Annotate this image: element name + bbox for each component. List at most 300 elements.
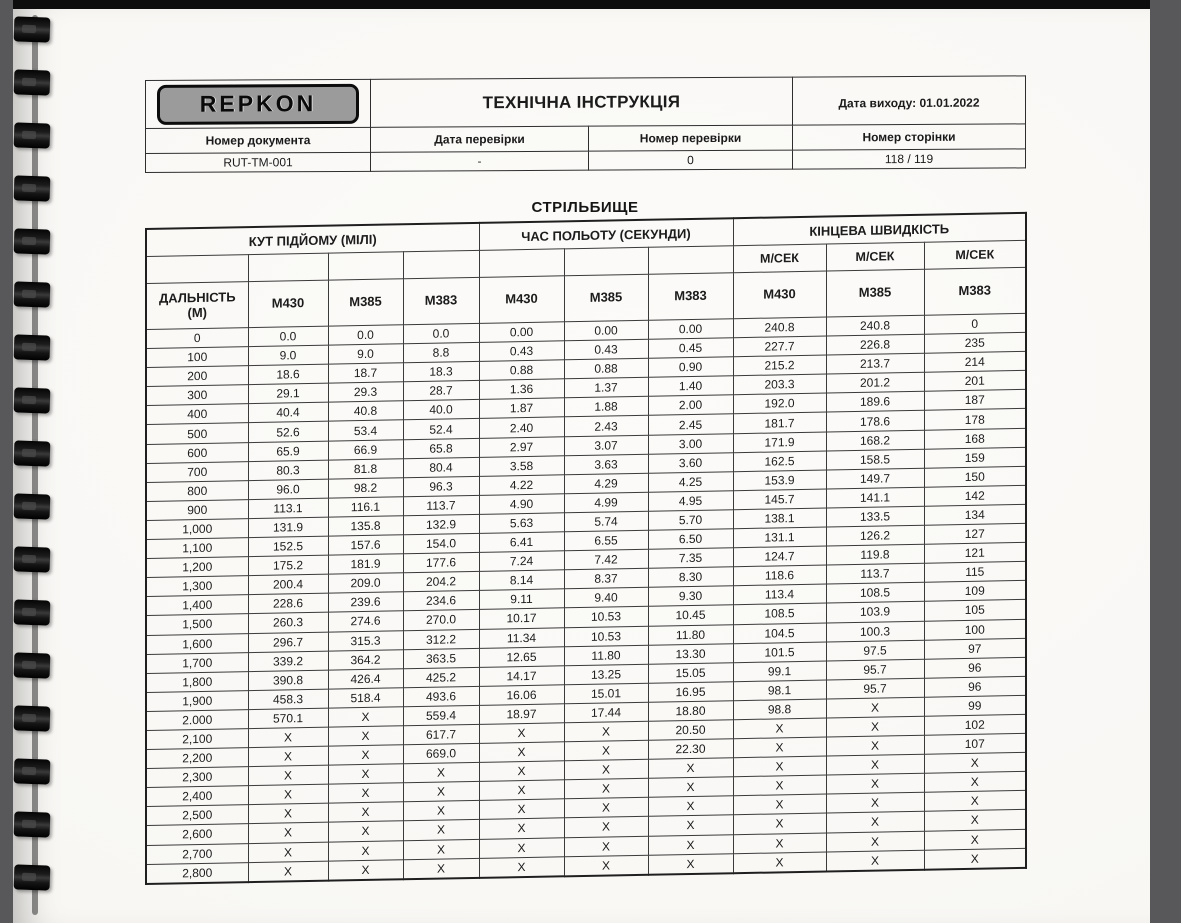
- value-cell: X: [826, 831, 924, 852]
- binding-coil: [14, 16, 51, 42]
- value-cell: 12.65: [479, 646, 564, 667]
- value-cell: 101.5: [733, 642, 826, 663]
- value-cell: X: [648, 777, 733, 798]
- value-cell: 209.0: [328, 573, 403, 593]
- value-cell: X: [733, 813, 826, 834]
- value-cell: 80.4: [403, 457, 479, 477]
- binding-spine: [32, 15, 38, 915]
- value-cell: 95.7: [826, 678, 924, 699]
- value-cell: 1.88: [564, 397, 648, 418]
- unit-spacer-cell: [146, 255, 248, 284]
- value-cell: 29.3: [328, 382, 403, 402]
- binding-coil: [14, 334, 51, 360]
- value-cell: 97: [924, 638, 1026, 659]
- value-cell: 2.40: [479, 417, 564, 438]
- value-cell: 201.2: [826, 373, 924, 394]
- value-cell: 0.90: [648, 357, 733, 378]
- unit-spacer-cell: [564, 247, 648, 276]
- value-cell: 162.5: [733, 451, 826, 472]
- value-cell: 189.6: [826, 392, 924, 413]
- value-cell: 171.9: [733, 432, 826, 453]
- value-cell: 0.0: [248, 326, 328, 347]
- value-cell: X: [479, 761, 564, 782]
- value-cell: 14.17: [479, 666, 564, 687]
- range-cell: 2,300: [146, 767, 248, 788]
- value-cell: 17.44: [564, 702, 648, 723]
- binding-coil: [14, 69, 51, 95]
- page-content: [145, 80, 1025, 885]
- value-cell: 0.00: [479, 322, 564, 343]
- value-cell: 192.0: [733, 393, 826, 414]
- value-cell: 1.36: [479, 379, 564, 400]
- value-cell: 99.1: [733, 661, 826, 682]
- value-cell: 7.24: [479, 551, 564, 572]
- value-cell: 178: [924, 409, 1026, 430]
- value-cell: 13.25: [564, 664, 648, 685]
- value-cell: 15.01: [564, 683, 648, 704]
- value-cell: X: [248, 765, 328, 786]
- value-cell: X: [564, 759, 648, 780]
- value-cell: 315.3: [328, 630, 403, 650]
- value-cell: X: [248, 861, 328, 882]
- value-cell: 134: [924, 504, 1026, 525]
- value-cell: X: [924, 829, 1026, 850]
- value-cell: X: [924, 772, 1026, 793]
- value-cell: 227.7: [733, 336, 826, 357]
- value-cell: X: [733, 718, 826, 739]
- col-header: M385: [564, 274, 648, 322]
- value-cell: 0.00: [648, 319, 733, 340]
- check-number-value: 0: [589, 150, 793, 170]
- value-cell: 181.9: [328, 554, 403, 574]
- release-date: Дата виходу: 01.01.2022: [793, 76, 1026, 125]
- value-cell: 18.80: [648, 701, 733, 722]
- range-cell: 900: [146, 499, 248, 520]
- range-cell: 500: [146, 423, 248, 444]
- range-cell: 1,900: [146, 690, 248, 711]
- value-cell: X: [733, 775, 826, 796]
- value-cell: 81.8: [328, 458, 403, 478]
- binding-coil: [14, 228, 51, 254]
- value-cell: 28.7: [403, 381, 479, 401]
- logo-cell: [146, 79, 371, 128]
- value-cell: 168.2: [826, 430, 924, 451]
- range-cell: 700: [146, 461, 248, 482]
- value-cell: 102: [924, 714, 1026, 735]
- value-cell: 65.8: [403, 438, 479, 458]
- value-cell: 40.8: [328, 401, 403, 421]
- value-cell: 4.99: [564, 492, 648, 513]
- value-cell: X: [479, 818, 564, 839]
- col-header: M385: [826, 269, 924, 317]
- value-cell: 4.29: [564, 473, 648, 494]
- value-cell: 4.95: [648, 491, 733, 512]
- value-cell: X: [733, 737, 826, 758]
- value-cell: 570.1: [248, 708, 328, 729]
- doc-number-value: RUT-TM-001: [146, 152, 371, 172]
- value-cell: X: [564, 740, 648, 761]
- document-page: [13, 9, 1150, 923]
- value-cell: 154.0: [403, 533, 479, 553]
- value-cell: X: [924, 848, 1026, 869]
- unit-spacer-cell: [648, 246, 733, 275]
- value-cell: 157.6: [328, 535, 403, 555]
- value-cell: 175.2: [248, 555, 328, 576]
- col-header: M383: [924, 267, 1026, 315]
- value-cell: X: [403, 839, 479, 859]
- value-cell: 96: [924, 657, 1026, 678]
- value-cell: 201: [924, 371, 1026, 392]
- value-cell: X: [479, 780, 564, 801]
- value-cell: 226.8: [826, 334, 924, 355]
- range-cell: 0: [146, 328, 248, 349]
- value-cell: 363.5: [403, 648, 479, 668]
- value-cell: 133.5: [826, 506, 924, 527]
- value-cell: 458.3: [248, 689, 328, 710]
- value-cell: X: [403, 801, 479, 821]
- value-cell: 203.3: [733, 374, 826, 395]
- value-cell: 204.2: [403, 572, 479, 592]
- value-cell: 52.4: [403, 419, 479, 439]
- value-cell: X: [328, 802, 403, 822]
- value-cell: 3.63: [564, 454, 648, 475]
- value-cell: 131.1: [733, 527, 826, 548]
- binding-coil: [14, 705, 51, 731]
- value-cell: 108.5: [733, 603, 826, 624]
- range-cell: 2.000: [146, 709, 248, 730]
- range-cell: 600: [146, 442, 248, 463]
- value-cell: 426.4: [328, 668, 403, 688]
- value-cell: 9.30: [648, 586, 733, 607]
- value-cell: X: [564, 798, 648, 819]
- value-cell: 10.45: [648, 605, 733, 626]
- binding-coil: [14, 387, 51, 413]
- value-cell: 6.41: [479, 532, 564, 553]
- value-cell: 493.6: [403, 686, 479, 706]
- value-cell: 105: [924, 600, 1026, 621]
- value-cell: X: [403, 858, 479, 879]
- range-cell: 2,100: [146, 729, 248, 750]
- value-cell: 52.6: [248, 422, 328, 443]
- value-cell: 187: [924, 390, 1026, 411]
- value-cell: 98.8: [733, 699, 826, 720]
- value-cell: 0.88: [564, 358, 648, 379]
- value-cell: 7.35: [648, 548, 733, 569]
- value-cell: 7.42: [564, 549, 648, 570]
- value-cell: X: [826, 793, 924, 814]
- group-header: КУТ ПІДЙОМУ (МІЛІ): [146, 223, 479, 257]
- value-cell: X: [826, 735, 924, 756]
- value-cell: 29.1: [248, 383, 328, 404]
- value-cell: 149.7: [826, 468, 924, 489]
- value-cell: X: [648, 796, 733, 817]
- value-cell: 617.7: [403, 724, 479, 744]
- value-cell: 18.97: [479, 704, 564, 725]
- value-cell: 3.07: [564, 435, 648, 456]
- value-cell: 65.9: [248, 441, 328, 462]
- value-cell: 270.0: [403, 610, 479, 630]
- value-cell: 0: [924, 313, 1026, 334]
- range-cell: 2,600: [146, 824, 248, 845]
- value-cell: 127: [924, 523, 1026, 544]
- value-cell: 0.0: [328, 325, 403, 345]
- value-cell: 100: [924, 619, 1026, 640]
- value-cell: 13.30: [648, 643, 733, 664]
- value-cell: 260.3: [248, 613, 328, 634]
- value-cell: 152.5: [248, 536, 328, 557]
- value-cell: 177.6: [403, 553, 479, 573]
- binding-coil: [14, 493, 51, 519]
- group-header: ЧАС ПОЛЬОТУ (СЕКУНДИ): [479, 218, 733, 250]
- value-cell: 109: [924, 581, 1026, 602]
- ballistics-table-head: [146, 213, 1026, 330]
- value-cell: X: [924, 791, 1026, 812]
- value-cell: 4.22: [479, 475, 564, 496]
- range-cell: 1,400: [146, 595, 248, 616]
- value-cell: X: [248, 727, 328, 748]
- check-date-value: -: [371, 151, 589, 171]
- value-cell: 1.87: [479, 398, 564, 419]
- value-cell: X: [826, 812, 924, 833]
- value-cell: 126.2: [826, 525, 924, 546]
- value-cell: 141.1: [826, 487, 924, 508]
- range-cell: 1,700: [146, 652, 248, 673]
- value-cell: X: [479, 799, 564, 820]
- value-cell: 66.9: [328, 439, 403, 459]
- value-cell: 80.3: [248, 460, 328, 481]
- value-cell: X: [403, 782, 479, 802]
- value-cell: 168: [924, 428, 1026, 449]
- check-date-label: Дата перевірки: [371, 126, 589, 152]
- col-header: M430: [733, 271, 826, 319]
- range-cell: 200: [146, 366, 248, 387]
- value-cell: X: [648, 853, 733, 874]
- value-cell: 113.7: [403, 495, 479, 515]
- value-cell: X: [564, 779, 648, 800]
- value-cell: X: [479, 837, 564, 858]
- check-number-label: Номер перевірки: [589, 125, 793, 151]
- value-cell: 116.1: [328, 497, 403, 517]
- ballistics-table-body: [146, 313, 1026, 883]
- value-cell: X: [479, 742, 564, 763]
- range-cell: 1,300: [146, 576, 248, 597]
- value-cell: 131.9: [248, 517, 328, 538]
- col-header: M385: [328, 279, 403, 326]
- value-cell: 9.0: [248, 345, 328, 366]
- value-cell: 518.4: [328, 688, 403, 708]
- value-cell: 113.1: [248, 498, 328, 519]
- value-cell: 213.7: [826, 353, 924, 374]
- value-cell: 2.97: [479, 436, 564, 457]
- value-cell: 95.7: [826, 659, 924, 680]
- value-cell: 20.50: [648, 720, 733, 741]
- value-cell: 6.50: [648, 529, 733, 550]
- value-cell: 121: [924, 542, 1026, 563]
- value-cell: 8.30: [648, 567, 733, 588]
- value-cell: 5.74: [564, 511, 648, 532]
- value-cell: 3.00: [648, 433, 733, 454]
- value-cell: 113.4: [733, 584, 826, 605]
- value-cell: 98.2: [328, 478, 403, 498]
- value-cell: X: [564, 817, 648, 838]
- unit-spacer-cell: [248, 253, 328, 281]
- value-cell: X: [924, 810, 1026, 831]
- value-cell: 2.43: [564, 416, 648, 437]
- value-cell: 6.55: [564, 530, 648, 551]
- value-cell: X: [328, 745, 403, 765]
- value-cell: X: [248, 746, 328, 767]
- ballistics-table: [145, 212, 1027, 885]
- range-cell: 400: [146, 404, 248, 425]
- value-cell: 11.80: [564, 645, 648, 666]
- range-cell: 2,800: [146, 862, 248, 883]
- value-cell: X: [328, 840, 403, 860]
- value-cell: X: [248, 784, 328, 805]
- binding-coil: [14, 546, 51, 572]
- value-cell: 107: [924, 733, 1026, 754]
- value-cell: 18.6: [248, 364, 328, 385]
- value-cell: 240.8: [733, 317, 826, 338]
- binding-coil: [14, 599, 51, 625]
- value-cell: 0.45: [648, 338, 733, 359]
- value-cell: 97.5: [826, 640, 924, 661]
- unit-cell: М/СЕК: [733, 244, 826, 273]
- value-cell: 178.6: [826, 411, 924, 432]
- value-cell: 1.40: [648, 376, 733, 397]
- value-cell: 98.1: [733, 680, 826, 701]
- range-cell: 1,600: [146, 633, 248, 654]
- value-cell: 40.4: [248, 403, 328, 424]
- value-cell: X: [328, 764, 403, 784]
- value-cell: 10.53: [564, 626, 648, 647]
- value-cell: 103.9: [826, 602, 924, 623]
- value-cell: 145.7: [733, 489, 826, 510]
- value-cell: 11.80: [648, 624, 733, 645]
- value-cell: X: [733, 852, 826, 873]
- value-cell: 99: [924, 695, 1026, 716]
- value-cell: 234.6: [403, 591, 479, 611]
- value-cell: X: [826, 754, 924, 775]
- binding-coil: [14, 122, 51, 148]
- range-cell: 2,400: [146, 786, 248, 807]
- col-header: M430: [248, 280, 328, 327]
- document-title: ТЕХНІЧНА ІНСТРУКЦІЯ: [371, 77, 793, 127]
- value-cell: 0.88: [479, 360, 564, 381]
- value-cell: 40.0: [403, 400, 479, 420]
- value-cell: 142: [924, 485, 1026, 506]
- range-cell: 100: [146, 347, 248, 368]
- value-cell: X: [479, 723, 564, 744]
- unit-spacer-cell: [479, 249, 564, 278]
- value-cell: 0.00: [564, 320, 648, 341]
- col-header: M383: [648, 273, 733, 321]
- scan-top-bar: [13, 0, 1150, 9]
- value-cell: X: [328, 707, 403, 727]
- value-cell: X: [648, 758, 733, 779]
- value-cell: X: [564, 855, 648, 876]
- value-cell: 214: [924, 352, 1026, 373]
- value-cell: 132.9: [403, 514, 479, 534]
- value-cell: 153.9: [733, 470, 826, 491]
- unit-spacer-cell: [328, 252, 403, 280]
- value-cell: 181.7: [733, 412, 826, 433]
- value-cell: 312.2: [403, 629, 479, 649]
- value-cell: 16.06: [479, 685, 564, 706]
- value-cell: 2.45: [648, 414, 733, 435]
- range-cell: 800: [146, 480, 248, 501]
- value-cell: 135.8: [328, 516, 403, 536]
- range-cell: 2,500: [146, 805, 248, 826]
- range-cell: 1,100: [146, 538, 248, 559]
- value-cell: 11.34: [479, 627, 564, 648]
- range-cell: 1,000: [146, 519, 248, 540]
- value-cell: 4.25: [648, 471, 733, 492]
- value-cell: 5.70: [648, 510, 733, 531]
- col-header: M430: [479, 276, 564, 324]
- value-cell: 100.3: [826, 621, 924, 642]
- value-cell: 0.0: [403, 323, 479, 343]
- value-cell: 2.00: [648, 395, 733, 416]
- value-cell: 390.8: [248, 670, 328, 691]
- unit-cell: М/СЕК: [826, 242, 924, 271]
- value-cell: X: [248, 823, 328, 844]
- value-cell: 239.6: [328, 592, 403, 612]
- value-cell: 16.95: [648, 682, 733, 703]
- value-cell: 235: [924, 332, 1026, 353]
- group-header: КІНЦЕВА ШВИДКІСТЬ: [733, 213, 1026, 246]
- value-cell: X: [648, 834, 733, 855]
- binding-coil: [14, 440, 51, 466]
- value-cell: X: [403, 820, 479, 840]
- value-cell: X: [564, 721, 648, 742]
- section-title: СТРІЛЬБИЩЕ: [531, 199, 639, 216]
- value-cell: 124.7: [733, 546, 826, 567]
- value-cell: 9.40: [564, 588, 648, 609]
- value-cell: 158.5: [826, 449, 924, 470]
- value-cell: 240.8: [826, 315, 924, 336]
- value-cell: 9.0: [328, 344, 403, 364]
- value-cell: X: [328, 859, 403, 880]
- value-cell: X: [479, 856, 564, 877]
- range-header: ДАЛЬНІСТЬ (М): [146, 282, 248, 330]
- page-number-label: Номер сторінки: [793, 124, 1026, 150]
- value-cell: 559.4: [403, 705, 479, 725]
- value-cell: 96.0: [248, 479, 328, 500]
- value-cell: X: [564, 836, 648, 857]
- value-cell: X: [248, 842, 328, 863]
- value-cell: X: [248, 803, 328, 824]
- value-cell: 215.2: [733, 355, 826, 376]
- value-cell: X: [826, 773, 924, 794]
- range-cell: 1,800: [146, 671, 248, 692]
- binding-coil: [14, 652, 51, 678]
- value-cell: 1.37: [564, 378, 648, 399]
- value-cell: X: [648, 815, 733, 836]
- value-cell: 18.3: [403, 362, 479, 382]
- range-cell: 1,500: [146, 614, 248, 635]
- value-cell: 0.43: [479, 341, 564, 362]
- col-header: M383: [403, 277, 479, 324]
- range-cell: 2,200: [146, 748, 248, 769]
- value-cell: 669.0: [403, 743, 479, 763]
- value-cell: 10.53: [564, 607, 648, 628]
- value-cell: X: [826, 850, 924, 871]
- range-cell: 1,200: [146, 557, 248, 578]
- value-cell: 22.30: [648, 739, 733, 760]
- value-cell: 104.5: [733, 623, 826, 644]
- value-cell: 3.58: [479, 455, 564, 476]
- value-cell: 15.05: [648, 662, 733, 683]
